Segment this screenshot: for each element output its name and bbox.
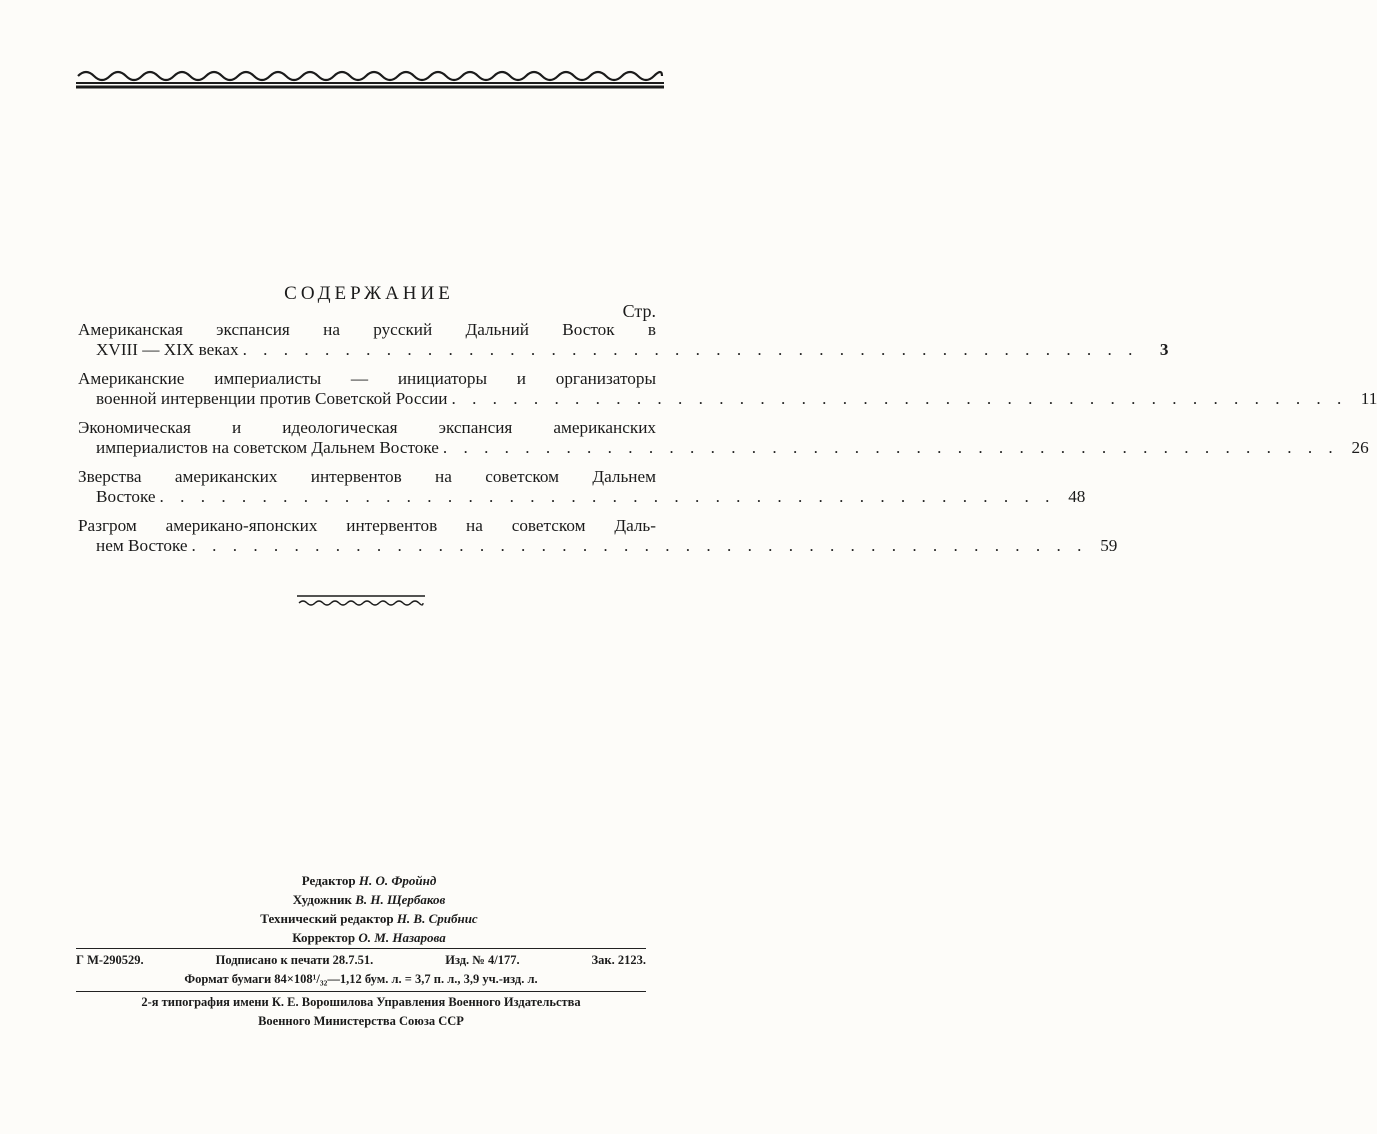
dot-leader: . . . . . . . . . . . . . . . . . . . . . . . . . . . . . . . . . . . . . . . . . . . . — [451, 389, 1348, 408]
toc-entry-title: Американские империалисты — инициаторы и организаторы — [78, 369, 656, 388]
credit-role: Технический редактор — [260, 911, 394, 926]
toc-page-number: 26 — [1351, 438, 1369, 457]
printer-block — [76, 993, 646, 1031]
toc-entry[interactable] — [78, 516, 1118, 556]
toc-entry-title-cont: военной интервенции против Советской России — [96, 389, 448, 408]
credit-tech-editor — [0, 909, 738, 928]
credit-name: О. М. Назарова — [358, 930, 446, 945]
top-wave-ornament — [76, 64, 664, 94]
imprint-code: Г М-290529. — [76, 953, 144, 967]
imprint-divider-top — [76, 948, 646, 949]
toc-entry-title: Американская экспансия на русский Дальний Восток в — [78, 320, 656, 339]
toc-entry-title: Зверства американских интервентов на советском Дальнем — [78, 467, 656, 486]
imprint-block — [76, 951, 646, 989]
imprint-row — [76, 951, 646, 970]
table-of-contents — [78, 320, 1377, 565]
imprint-edition: Изд. № 4/177. — [445, 953, 520, 967]
credit-name: Н. В. Срибнис — [396, 911, 478, 926]
credits-block — [0, 871, 738, 947]
toc-page-number: 3 — [1159, 340, 1169, 359]
toc-entry[interactable] — [78, 320, 1169, 360]
imprint-order: Зак. 2123. — [591, 953, 646, 967]
credit-name: Н. О. Фройнд — [358, 873, 437, 888]
credit-role: Корректор — [292, 930, 356, 945]
toc-entry[interactable] — [78, 418, 1369, 458]
toc-entry-title-cont: империалистов на советском Дальнем Востоке — [96, 438, 439, 457]
toc-entry-title: Экономическая и идеологическая экспансия американских — [78, 418, 656, 437]
printer-line-1: 2-я типография имени К. Е. Ворошилова Управления Военного Издательства — [141, 995, 581, 1009]
toc-title: СОДЕРЖАНИЕ — [284, 283, 454, 304]
dot-leader: . . . . . . . . . . . . . . . . . . . . . . . . . . . . . . . . . . . . . . . . . . . . — [242, 340, 1139, 359]
toc-entry-title-cont: нем Востоке — [96, 536, 188, 555]
toc-page-number: 11 — [1360, 389, 1377, 408]
dot-leader: . . . . . . . . . . . . . . . . . . . . . . . . . . . . . . . . . . . . . . . . . . . . — [442, 438, 1339, 457]
dot-leader: . . . . . . . . . . . . . . . . . . . . . . . . . . . . . . . . . . . . . . . . . . . . — [159, 487, 1056, 506]
imprint-divider-bottom — [76, 991, 646, 992]
credit-role: Редактор — [301, 873, 356, 888]
credit-proofreader — [0, 928, 738, 947]
credit-artist — [0, 890, 738, 909]
imprint-format: Формат бумаги 84×108¹/₃₂—1,12 бум. л. = 3,7 п. л., 3,9 уч.-изд. л. — [184, 972, 538, 986]
credit-role: Художник — [292, 892, 352, 907]
center-wave-ornament — [295, 592, 427, 608]
page-column-label: Стр. — [622, 301, 656, 321]
printer-line-2: Военного Министерства Союза ССР — [258, 1014, 464, 1028]
credit-name: В. Н. Щербаков — [355, 892, 446, 907]
toc-entry[interactable] — [78, 369, 1377, 409]
credit-editor — [0, 871, 738, 890]
toc-entry-title-cont: XVIII — XIX веках — [96, 340, 239, 359]
toc-entry-title: Разгром американо-японских интервентов на советском Даль- — [78, 516, 656, 535]
toc-page-number: 59 — [1100, 536, 1118, 555]
toc-entry-title-cont: Востоке — [96, 487, 156, 506]
imprint-signed: Подписано к печати 28.7.51. — [215, 953, 374, 967]
toc-page-number: 48 — [1068, 487, 1086, 506]
dot-leader: . . . . . . . . . . . . . . . . . . . . . . . . . . . . . . . . . . . . . . . . . . . . — [191, 536, 1088, 555]
toc-entry[interactable] — [78, 467, 1086, 507]
